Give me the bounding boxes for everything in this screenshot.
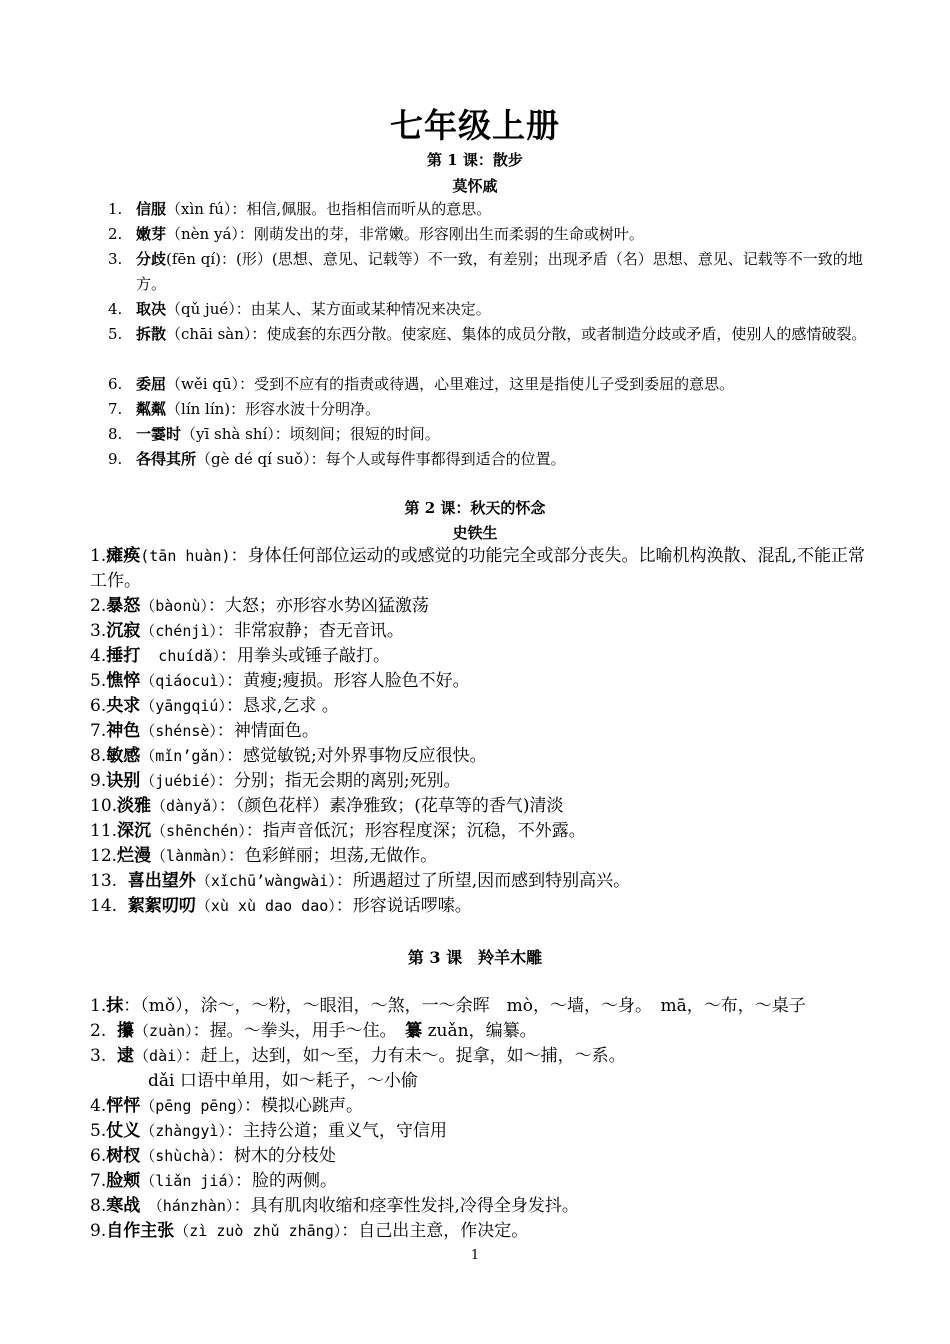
item-number: 9. (90, 1221, 107, 1241)
definition: ：形容水波十分明净。 (230, 400, 381, 418)
item-number: 7. (90, 1171, 107, 1191)
list-item (90, 1044, 870, 1069)
item-number: 8. (108, 425, 123, 443)
definition: ：受到不应有的指责或待遇，心里难过，这里是指使儿子受到委屈的意思。 (239, 375, 735, 393)
pinyin: （gè dé qí suǒ） (196, 450, 311, 468)
item-number: 8. (90, 1196, 107, 1216)
item-number: 9. (108, 450, 123, 468)
item-number: 3. (90, 1046, 107, 1066)
page-title: 七年级上册 (390, 106, 560, 145)
list-item (90, 994, 870, 1019)
definition: ：赶上，达到，如～至，力有未～。捉拿，如～捕，～系。 (183, 1046, 626, 1066)
pinyin: （nèn yá） (166, 225, 239, 243)
term: 分歧 (136, 250, 167, 268)
item-number: 8. (90, 746, 107, 766)
item-number: 4. (108, 300, 123, 318)
definition: ：用拳头或锤子敲打。 (219, 646, 390, 666)
pinyin: （qiáocuì） (140, 672, 226, 690)
pinyin: （zuàn） (134, 1022, 193, 1040)
term: 取决 (136, 300, 167, 318)
term: 委屈 (136, 375, 167, 393)
term: 央求 (106, 696, 141, 716)
item-number: 4. (90, 1096, 107, 1116)
term: 捶打 (106, 646, 141, 666)
list-item (108, 247, 868, 297)
item-number: 5. (90, 1121, 107, 1141)
pinyin: （qǔ jué） (166, 300, 236, 318)
definition: ：恳求,乞求 。 (225, 696, 339, 716)
term: 脸颊 (106, 1171, 141, 1191)
term: 自作主张 (106, 1221, 175, 1241)
extra-term: 纂 (405, 1021, 423, 1041)
definition: ：握。～拳头，用手～住。 (192, 1021, 406, 1041)
pinyin: （xìn fú） (166, 200, 232, 218)
definition: ：顷刻间；很短的时间。 (274, 425, 440, 443)
definition: ：身体任何部位运动的或感觉的功能完全或部分丧失。比喻机构涣散、混乱,不能正常工作。 (90, 546, 865, 591)
pinyin: （xù xù dao dao） (195, 897, 336, 915)
definition: ：指声音低沉；形容程度深；沉稳，不外露。 (245, 821, 586, 841)
item-number: 5. (90, 671, 107, 691)
term: 淡雅 (117, 796, 152, 816)
pinyin: (tān huàn) (140, 547, 231, 565)
term: 深沉 (117, 821, 152, 841)
list-item (90, 544, 870, 594)
pinyin: （lín lín) (166, 400, 231, 418)
page-number: 1 (470, 1248, 480, 1263)
list-item (90, 1219, 870, 1244)
term: 絮絮叨叨 (127, 896, 196, 916)
term: 喜出望外 (127, 871, 196, 891)
item-number: 3. (90, 621, 107, 641)
pinyin: （pēng pēng） (140, 1097, 245, 1115)
definition: ：使成套的东西分散。使家庭、集体的成员分散，或者制造分歧或矛盾，使别人的感情破裂。 (251, 325, 867, 343)
list-item (108, 197, 868, 222)
list-item (90, 644, 870, 669)
term: 烂漫 (117, 846, 152, 866)
list-item (108, 297, 868, 322)
item-number: 13. (90, 871, 118, 891)
list-item (90, 1144, 870, 1169)
pinyin: （zhàngyì） (140, 1122, 226, 1140)
list-item (108, 397, 868, 422)
pinyin: ：（mǒ） (123, 996, 184, 1016)
pinyin: （chénjì） (140, 622, 217, 640)
lesson-3-heading: 第 3 课 羚羊木雕 (407, 948, 543, 967)
pinyin: （shùchà） (140, 1147, 217, 1165)
definition: ：（颜色花样）素净雅致；(花草等的香气)清淡 (218, 796, 564, 816)
pinyin: （lànmàn） (151, 847, 228, 865)
list-item (90, 1194, 870, 1219)
term: 诀别 (106, 771, 141, 791)
pinyin: （bàonù） (140, 597, 208, 615)
term: 树杈 (106, 1146, 141, 1166)
definition: ：色彩鲜丽；坦荡,无做作。 (227, 846, 438, 866)
lesson-2-heading: 第 2 课：秋天的怀念 (404, 499, 546, 517)
item-number: 2. (90, 1021, 107, 1041)
pinyin: （chāi sàn） (166, 325, 252, 343)
item-number: 4. (90, 646, 107, 666)
term: 粼粼 (136, 400, 167, 418)
list-item (90, 744, 870, 769)
list-item (90, 769, 870, 794)
item-number: 2. (90, 596, 107, 616)
pinyin: （yī shà shí） (181, 425, 275, 443)
term: 抹 (106, 996, 124, 1016)
item-number: 7. (108, 400, 123, 418)
list-item (108, 422, 868, 447)
list-item (90, 594, 870, 619)
list-item (90, 869, 870, 894)
definition: ，涂～，～粉，～眼泪，～煞，一～余晖 mò，～墙，～身。 mā，～布，～桌子 (183, 996, 806, 1016)
item-number: 7. (90, 721, 107, 741)
definition: ：神情面色。 (216, 721, 319, 741)
item-number: 3. (108, 250, 123, 268)
definition: ：所遇超过了所望,因而感到特别高兴。 (335, 871, 631, 891)
definition: ：黄瘦;瘦损。形容人脸色不好。 (225, 671, 470, 691)
term: 怦怦 (106, 1096, 141, 1116)
definition: ：感觉敏锐;对外界事物反应很快。 (225, 746, 487, 766)
list-item (90, 844, 870, 869)
extra-definition: zuǎn，编纂。 (422, 1021, 537, 1041)
list-item (90, 1019, 870, 1044)
list-item (90, 1169, 870, 1194)
pinyin: chuídǎ） (140, 647, 220, 665)
pinyin: （shēnchén） (151, 822, 246, 840)
pinyin: (fēn qí) (166, 250, 221, 268)
pinyin: （liǎn jiá） (140, 1172, 235, 1190)
lesson-1-author: 莫怀戚 (452, 177, 498, 195)
definition: ：主持公道；重义气，守信用 (225, 1121, 447, 1141)
pinyin: （yāngqiú） (140, 697, 226, 715)
pinyin: （mǐn’gǎn） (140, 747, 226, 765)
list-item (90, 619, 870, 644)
lesson-1-heading: 第 1 课：散步 (427, 151, 523, 169)
term: 瘫痪 (106, 546, 141, 566)
list-item (90, 669, 870, 694)
definition: ：(形）(思想、意见、记载等）不一致，有差别；出现矛盾（名）思想、意见、记载等不一致的地方。 (136, 250, 863, 293)
definition: ：具有肌肉收缩和痉挛性发抖,冷得全身发抖。 (233, 1196, 579, 1216)
definition: ：自己出主意，作决定。 (341, 1221, 529, 1241)
term: 敏感 (106, 746, 141, 766)
list-item (90, 894, 870, 919)
definition: ：大怒；亦形容水势凶猛激荡 (207, 596, 429, 616)
term: 憔悴 (106, 671, 141, 691)
list-item (90, 819, 870, 844)
list-item (108, 447, 868, 472)
list-item (108, 322, 868, 347)
term: 拆散 (136, 325, 167, 343)
term: 一霎时 (136, 425, 182, 443)
definition: ：模拟心跳声。 (244, 1096, 364, 1116)
term: 仗义 (106, 1121, 141, 1141)
definition: ：脸的两侧。 (234, 1171, 337, 1191)
list-item (90, 794, 870, 819)
definition: ：树木的分枝处 (216, 1146, 336, 1166)
term: 攥 (117, 1021, 135, 1041)
list-item (90, 719, 870, 744)
item-number: 6. (90, 1146, 107, 1166)
lesson-2-author: 史铁生 (452, 524, 498, 542)
pinyin: （shénsè） (140, 722, 217, 740)
pinyin: （hánzhàn） (140, 1197, 234, 1215)
term: 各得其所 (136, 450, 197, 468)
list-item (90, 1119, 870, 1144)
definition: ：由某人、某方面或某种情况来决定。 (235, 300, 491, 318)
list-item (108, 222, 868, 247)
list-item (108, 372, 868, 397)
pinyin: （wěi qū） (166, 375, 240, 393)
item-number: 1. (90, 996, 107, 1016)
list-item (90, 1094, 870, 1119)
item-number: 2. (108, 225, 123, 243)
item-number: 10. (90, 796, 118, 816)
item-number: 1. (108, 200, 123, 218)
term: 神色 (106, 721, 141, 741)
item-number: 6. (90, 696, 107, 716)
pinyin: （dànyǎ） (151, 797, 219, 815)
pinyin: （dài） (134, 1047, 184, 1065)
term: 信服 (136, 200, 167, 218)
definition: ：刚萌发出的芽，非常嫩。形容刚出生而柔弱的生命或树叶。 (238, 225, 644, 243)
pinyin: （juébié） (140, 772, 217, 790)
term: 寒战 (106, 1196, 141, 1216)
definition: ：非常寂静；杳无音讯。 (216, 621, 404, 641)
item-number: 6. (108, 375, 123, 393)
item-number: 1. (90, 546, 107, 566)
item-number: 12. (90, 846, 118, 866)
definition: ：形容说话啰嗦。 (335, 896, 472, 916)
list-item (90, 694, 870, 719)
definition: ：相信,佩服。也指相信而听从的意思。 (231, 200, 492, 218)
term: 暴怒 (106, 596, 141, 616)
pinyin: （xǐchū’wàngwài） (195, 872, 336, 890)
item-number: 11. (90, 821, 118, 841)
term: 逮 (117, 1046, 135, 1066)
definition: ：分别；指无会期的离别;死别。 (216, 771, 461, 791)
item-number: 14. (90, 896, 118, 916)
term: 沉寂 (106, 621, 141, 641)
definition: ：每个人或每件事都得到适合的位置。 (310, 450, 566, 468)
pinyin: （zì zuò zhǔ zhāng） (174, 1222, 342, 1240)
continuation-line: dǎi 口语中单用，如～耗子，～小偷 (148, 1071, 418, 1091)
term: 嫩芽 (136, 225, 167, 243)
item-number: 9. (90, 771, 107, 791)
item-number: 5. (108, 325, 123, 343)
